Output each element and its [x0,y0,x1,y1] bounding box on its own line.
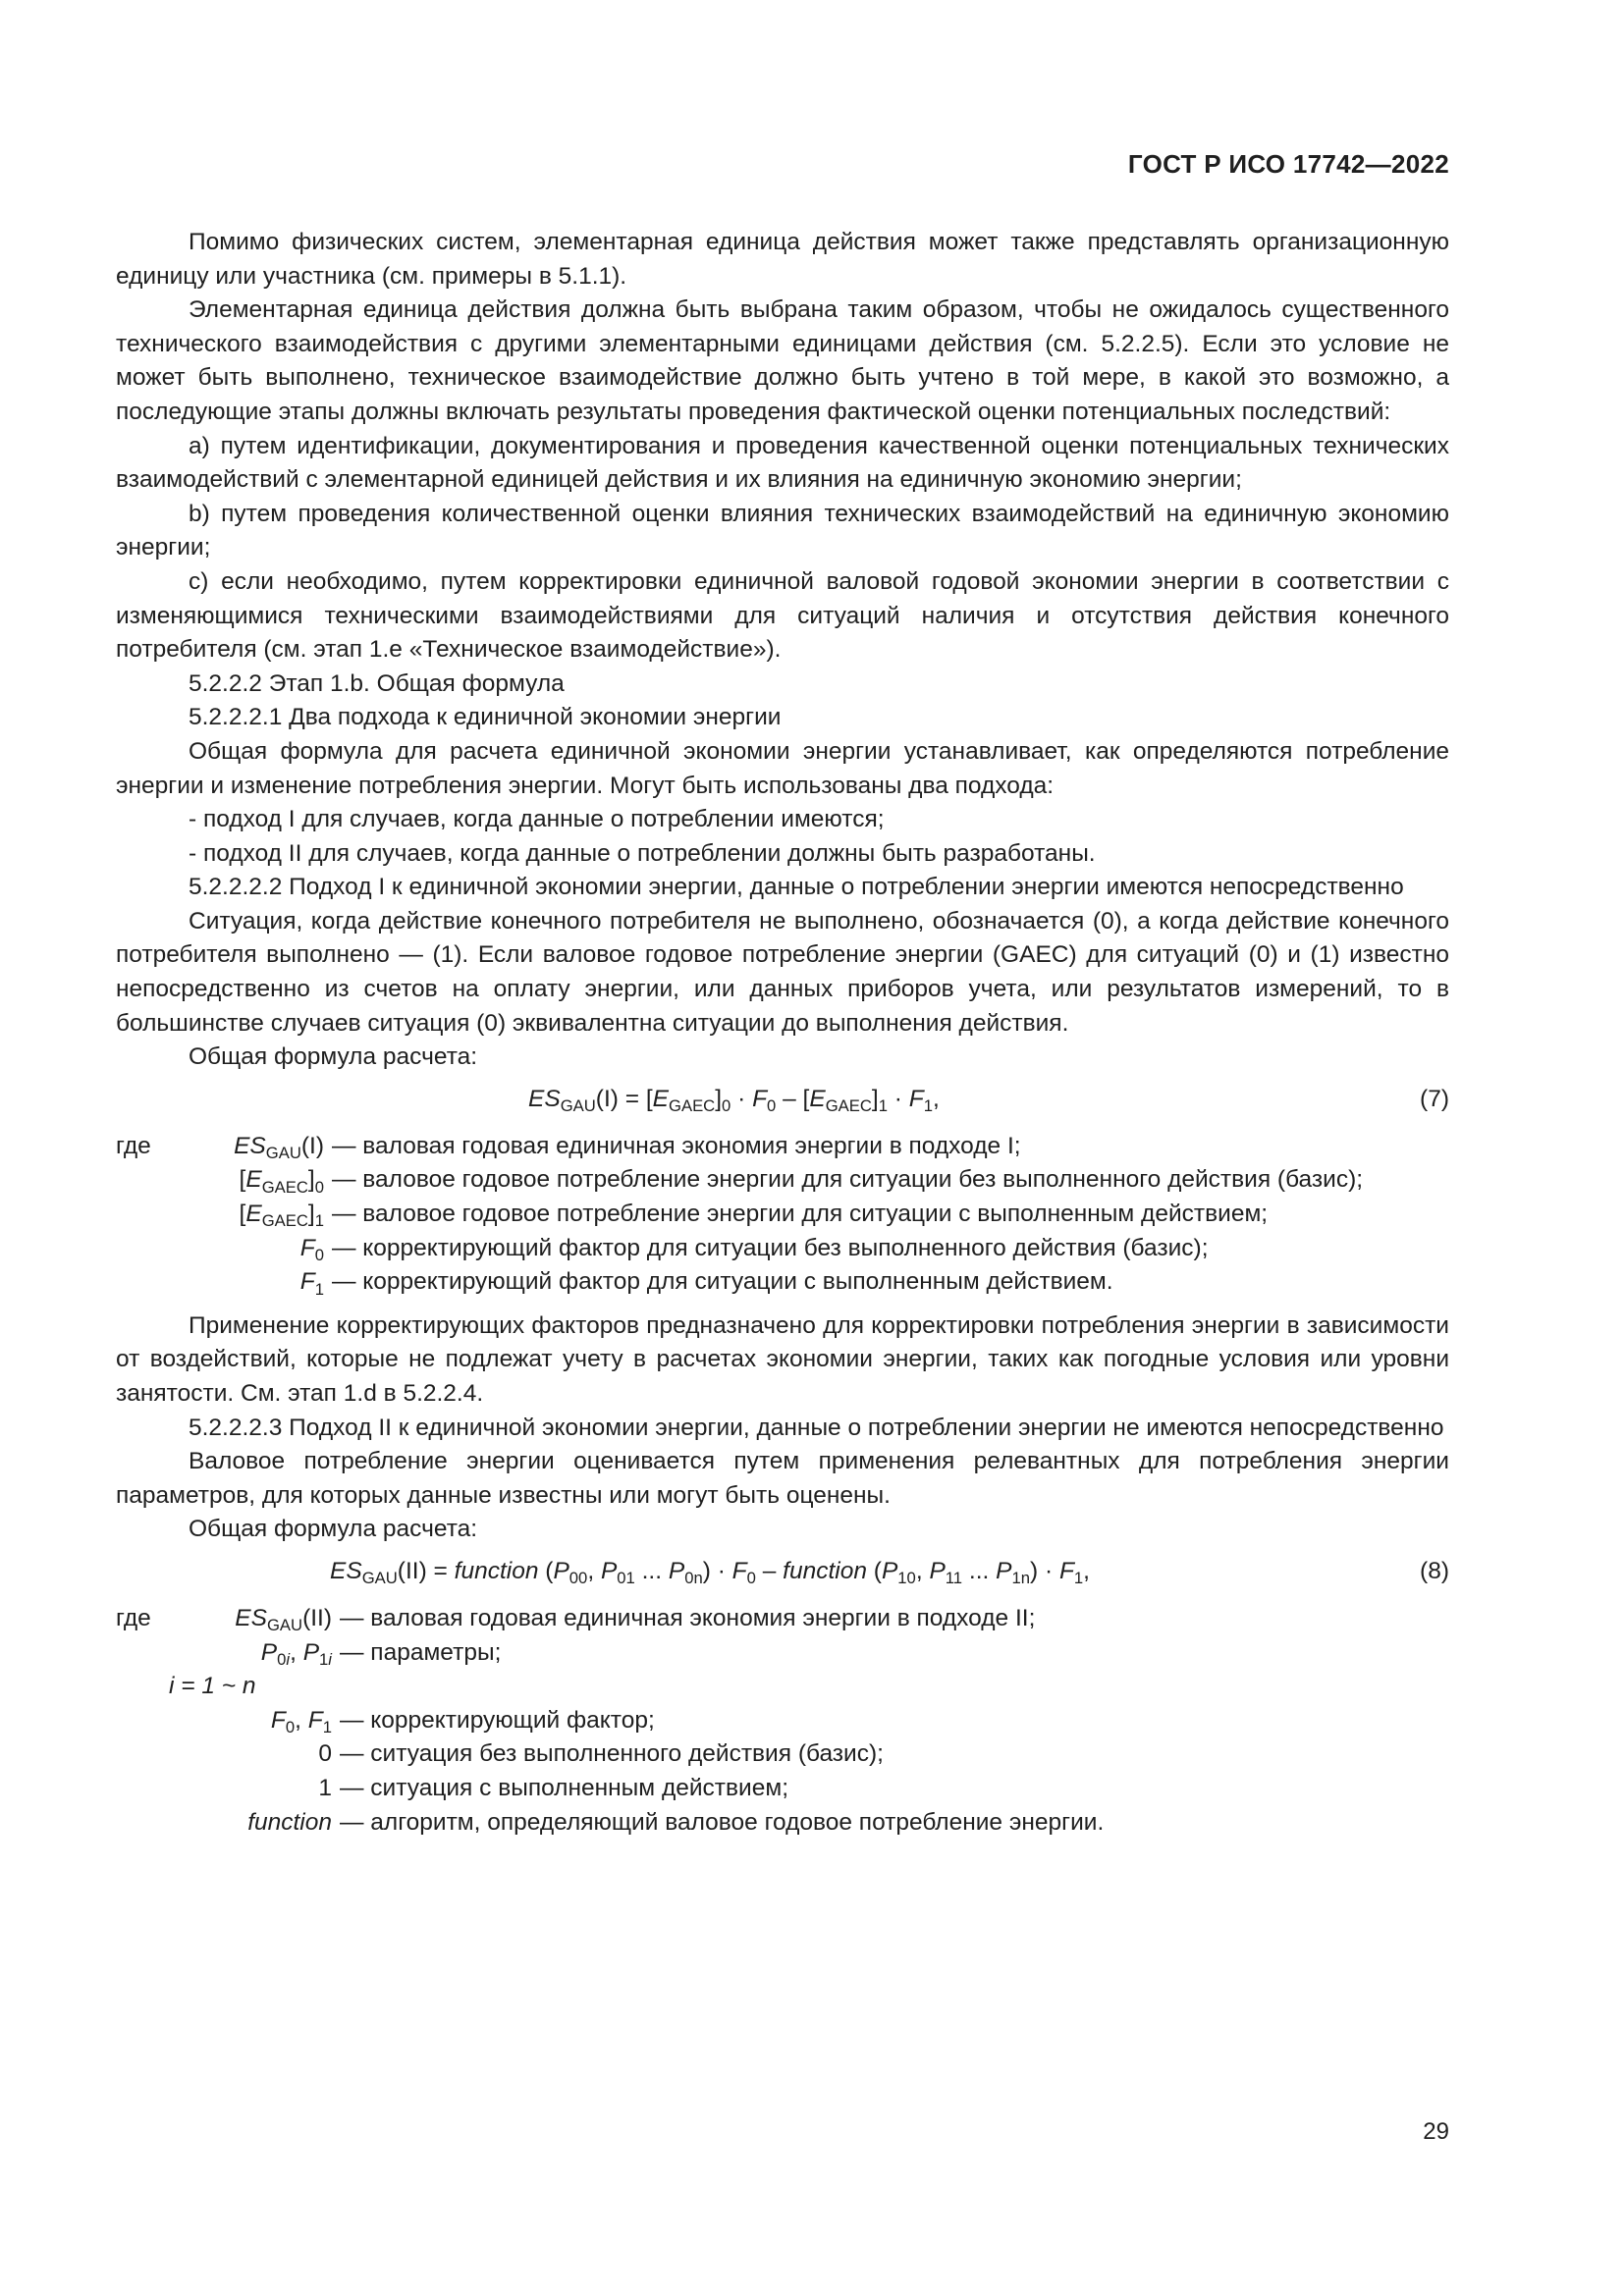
paragraph: Помимо физических систем, элементарная единица действия может также представлять организационную единицу или участника (см. примеры в 5.1.1). [116,229,1449,290]
where-label: где [116,1604,151,1631]
list-item: а) путем идентификации, документирования и проведения качественной оценки потенциальных технических взаимодействий с элементарной единицей действия и их влияния на единичную экономию энергии; [116,432,1449,494]
legend-description: — корректирующий фактор; [340,1706,655,1734]
legend-row: $P_{0i}$, $P_{1i}$ — параметры; [116,1636,1449,1671]
formula-7 [116,1077,1449,1122]
document-header: ГОСТ Р ИСО 17742—2022 [1127,149,1449,179]
formula-8 [116,1549,1449,1594]
legend-symbol: i = 1 ~ n [169,1673,256,1700]
list-item: c) если необходимо, путем корректировки единичной валовой годовой экономии энергии в соответствии с изменяющимися техническими взаимодействиями для ситуаций наличия и отсутствия действия конечного потребителя (см. этап 1.e «Техническое взаимодействие»). [116,567,1449,664]
legend-row [116,1670,1449,1704]
legend-row: где $ES_{GAU}(I)$ — валовая годовая единичная экономия энергии в подходе I; [116,1130,1449,1164]
legend-row [116,1772,1449,1806]
legend-description: — валовая годовая единичная экономия энергии в подходе II; [340,1604,1036,1631]
legend-description: — валовое годовое потребление энергии для ситуации с выполненным действием; [332,1201,1269,1228]
legend-description: — ситуация без выполненного действия (базис); [340,1740,884,1768]
formula-7-legend [116,1130,1449,1300]
list-item: b) путем проведения количественной оценки влияния технических взаимодействий на единичную экономию энергии; [116,500,1449,561]
dash-list-item: - подход II для случаев, когда данные о потреблении должны быть разработаны. [189,839,1096,867]
formula-8-expression: $ES_{GAU}(II)$ = function ($P_{00}$, $P_{01}$ ... $P_{0n}) \cdot F_0$ – function ($P_{10}$, $P_{11}$ ... $P_{1n}) \cdot F_1$, [330,1557,1090,1588]
legend-description: — валовое годовое потребление энергии для ситуации без выполненного действия (базис); [332,1166,1364,1194]
legend-row: $F_0$ — корректирующий фактор для ситуации без выполненного действия (базис); [116,1232,1449,1266]
legend-row [116,1806,1449,1841]
legend-row: $F_0$, $F_1$ — корректирующий фактор; [116,1704,1449,1738]
legend-row [116,1737,1449,1772]
paragraph: Применение корректирующих факторов предназначено для корректировки потребления энергии в зависимости от воздействий, которые не подлежат учету в расчетах экономии энергии, таких как погодные условия или уровни занятости. См. этап 1.d в 5.2.2.4. [116,1311,1449,1407]
legend-description: — корректирующий фактор для ситуации с выполненным действием. [332,1268,1113,1296]
legend-description: — корректирующий фактор для ситуации без выполненного действия (базис); [332,1234,1209,1261]
legend-row: $[E_{GAEC}]_1$ — валовое годовое потребление энергии для ситуации с выполненным действием; [116,1198,1449,1232]
legend-row: $[E_{GAEC}]_0$ — валовое годовое потребление энергии для ситуации без выполненного действия (базис); [116,1163,1449,1198]
legend-symbol: function [247,1808,332,1836]
legend-row: $F_1$ — корректирующий фактор для ситуации с выполненным действием. [116,1265,1449,1300]
legend-row: где $ES_{GAU}(II)$ — валовая годовая единичная экономия энергии в подходе II; [116,1602,1449,1636]
paragraph: Валовое потребление энергии оценивается путем применения релевантных для потребления энергии параметров, для которых данные известны или могут быть оценены. [116,1448,1449,1509]
legend-description: — параметры; [340,1638,502,1666]
page-body [116,226,1449,1845]
section-heading: 5.2.2.2.1 Два подхода к единичной экономии энергии [189,704,782,731]
dash-list-item: - подход I для случаев, когда данные о потреблении имеются; [189,806,885,833]
legend-symbol: 0 [318,1740,332,1768]
section-heading: 5.2.2.2 Этап 1.b. Общая формула [189,669,565,697]
formula-8-number: (8) [1420,1557,1449,1584]
section-heading: 5.2.2.2.3 Подход II к единичной экономии энергии, данные о потреблении энергии не имеются непосредственно [189,1414,1444,1441]
paragraph: Ситуация, когда действие конечного потребителя не выполнено, обозначается (0), а когда действие конечного потребителя выполнено — (1). Если валовое годовое потребление энергии (GAEC) для ситуаций (0) и (1) известно непосредственно из счетов на оплату энергии, или данных приборов учета, или результатов измерений, то в большинстве случаев ситуация (0) эквивалентна ситуации до выполнения действия. [116,907,1449,1037]
paragraph: Общая формула расчета: [189,1043,478,1071]
legend-description: — алгоритм, определяющий валовое годовое потребление энергии. [340,1808,1105,1836]
paragraph: Общая формула расчета: [189,1516,478,1543]
page-number: 29 [1423,2118,1449,2145]
paragraph: Элементарная единица действия должна быть выбрана таким образом, чтобы не ожидалось существенного технического взаимодействия с другими элементарными единицами действия (см. 5.2.2.5). Если это условие не может быть выполнено, техническое взаимодействие должно быть учтено в той мере, в какой это возможно, а последующие этапы должны включать результаты проведения фактической оценки потенциальных последствий: [116,296,1449,425]
formula-7-expression: $ES_{GAU}(I) = [E_{GAEC}]_0 \cdot F_0 - [E_{GAEC}]_1 \cdot F_1$, [528,1085,940,1116]
where-label: где [116,1132,151,1159]
section-heading: 5.2.2.2.2 Подход I к единичной экономии энергии, данные о потреблении энергии имеются непосредственно [189,874,1404,901]
formula-7-number: (7) [1420,1085,1449,1112]
legend-symbol: 1 [318,1774,332,1801]
formula-8-legend [116,1602,1449,1840]
legend-description: — ситуация с выполненным действием; [340,1774,788,1801]
legend-description: — валовая годовая единичная экономия энергии в подходе I; [332,1132,1021,1159]
paragraph: Общая формула для расчета единичной экономии энергии устанавливает, как определяются потребление энергии и изменение потребления энергии. Могут быть использованы два подхода: [116,737,1449,799]
